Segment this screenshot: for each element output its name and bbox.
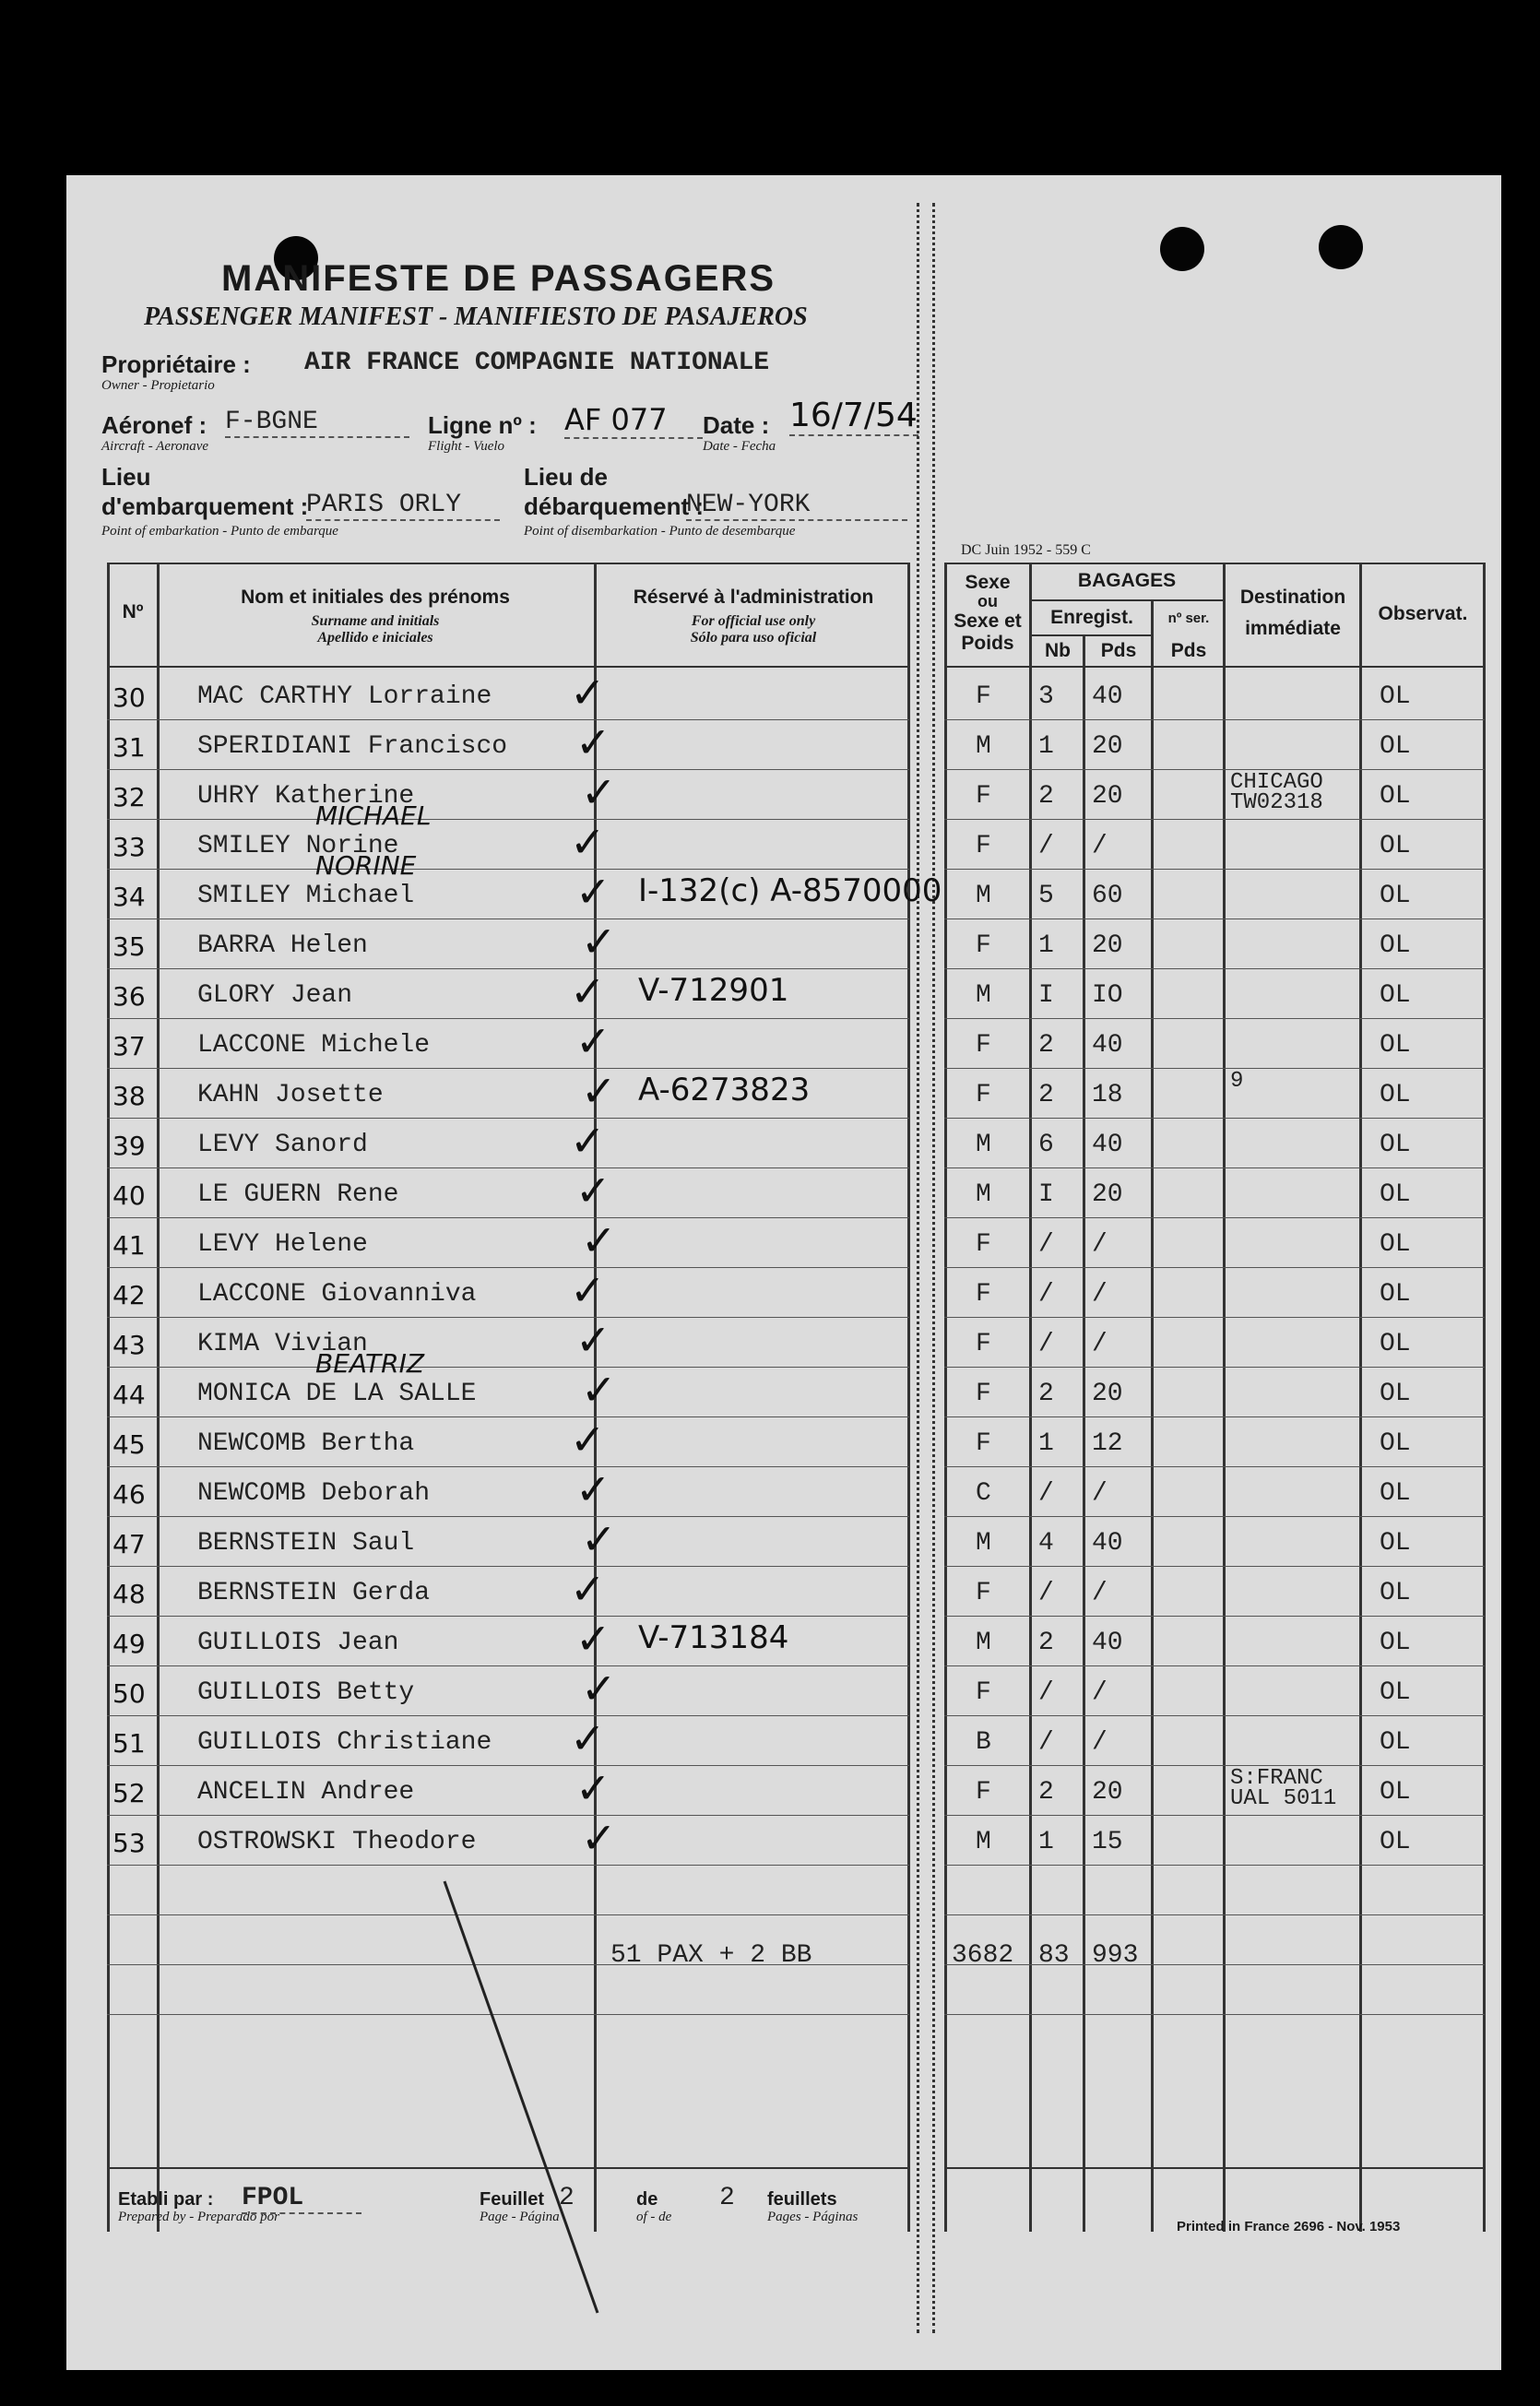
col-header-baggage: BAGAGES [1077, 570, 1177, 591]
observation: OL [1380, 1380, 1411, 1408]
baggage-count: 5 [1038, 882, 1054, 910]
baggage-weight: 20 [1092, 931, 1123, 960]
checkmark-icon: ✓ [581, 1066, 617, 1116]
passenger-sex: C [976, 1479, 991, 1508]
disembark-label-1: Lieu de [524, 463, 609, 491]
embark-label-1: Lieu [101, 463, 151, 491]
row-number: 39 [113, 1131, 146, 1161]
handwritten-correction: BEATRIZ [315, 1348, 425, 1379]
passenger-sex: M [976, 1828, 991, 1856]
observation: OL [1380, 931, 1411, 960]
prepared-label: Etabli par : [118, 2189, 214, 2210]
passenger-name: SMILEY Norine [197, 832, 399, 860]
col-header-immediate: immédiate [1245, 618, 1341, 639]
passenger-sex: M [976, 1529, 991, 1558]
observation: OL [1380, 832, 1411, 860]
baggage-count: / [1038, 1479, 1054, 1508]
checkmark-icon: ✓ [581, 1365, 617, 1415]
baggage-weight: 40 [1092, 1131, 1123, 1159]
baggage-weight: 20 [1092, 782, 1123, 811]
checkmark-icon: ✓ [575, 1614, 611, 1664]
observation: OL [1380, 1330, 1411, 1358]
sheet-label: Feuillet [480, 2189, 545, 2210]
baggage-weight: 40 [1092, 682, 1123, 711]
baggage-count: 1 [1038, 732, 1054, 761]
baggage-weight: 12 [1092, 1429, 1123, 1458]
passenger-sex: B [976, 1728, 991, 1757]
baggage-weight: / [1092, 1280, 1108, 1309]
aircraft-label: Aéronef : [101, 411, 207, 439]
row-number: 35 [113, 931, 146, 962]
row-number: 51 [113, 1728, 146, 1759]
checkmark-icon: ✓ [575, 1315, 611, 1365]
row-number: 46 [113, 1479, 146, 1510]
observation: OL [1380, 1529, 1411, 1558]
baggage-weight: / [1092, 1579, 1108, 1607]
row-number: 34 [113, 882, 146, 912]
passenger-name: GUILLOIS Jean [197, 1629, 399, 1657]
baggage-weight: 20 [1092, 1180, 1123, 1209]
observation: OL [1380, 682, 1411, 711]
baggage-count: 2 [1038, 1380, 1054, 1408]
passenger-sex: F [976, 1230, 991, 1259]
col-header-sex-2: ou [977, 592, 998, 610]
baggage-weight: 20 [1092, 1778, 1123, 1807]
passenger-name: LACCONE Michele [197, 1031, 431, 1060]
checkmark-icon: ✓ [570, 817, 606, 867]
admin-note: I-132(c) A-8570000 [638, 872, 942, 909]
embark-label-2: d'embarquement : [101, 492, 309, 520]
checkmark-icon: ✓ [570, 1713, 606, 1763]
baggage-count: / [1038, 1230, 1054, 1259]
col-header-sex-1: Sexe [965, 572, 1011, 593]
passenger-name: MAC CARTHY Lorraine [197, 682, 492, 711]
row-number: 45 [113, 1429, 146, 1460]
baggage-count: 2 [1038, 782, 1054, 811]
of-sub: of - de [636, 2210, 672, 2224]
baggage-weight: 18 [1092, 1081, 1123, 1109]
passenger-sex: M [976, 1131, 991, 1159]
observation: OL [1380, 1479, 1411, 1508]
baggage-count: 6 [1038, 1131, 1054, 1159]
baggage-weight: / [1092, 1479, 1108, 1508]
of-value: 2 [719, 2184, 735, 2212]
baggage-weight: 40 [1092, 1529, 1123, 1558]
destination: CHICAGO TW02318 [1230, 770, 1323, 815]
row-number: 30 [113, 682, 146, 713]
admin-note: A-6273823 [638, 1072, 811, 1108]
passenger-name: BERNSTEIN Gerda [197, 1579, 431, 1607]
baggage-count: / [1038, 1579, 1054, 1607]
observation: OL [1380, 1828, 1411, 1856]
totals-pds: 993 [1092, 1941, 1139, 1970]
passenger-name: GUILLOIS Betty [197, 1678, 415, 1707]
destination: S:FRANC UAL 5011 [1230, 1766, 1337, 1811]
aircraft-sub: Aircraft - Aeronave [101, 439, 209, 454]
checkmark-icon: ✓ [570, 966, 606, 1016]
row-number: 40 [113, 1180, 146, 1211]
passenger-sex: M [976, 1180, 991, 1209]
observation: OL [1380, 1728, 1411, 1757]
passenger-sex: F [976, 1280, 991, 1309]
embark-value: PARIS ORLY [306, 491, 500, 521]
checkmark-icon: ✓ [575, 1763, 611, 1813]
row-number: 32 [113, 782, 146, 812]
row-number: 36 [113, 981, 146, 1012]
baggage-weight: / [1092, 1678, 1108, 1707]
flight-sub: Flight - Vuelo [428, 439, 505, 454]
checkmark-icon: ✓ [581, 1813, 617, 1863]
col-header-destination: Destination [1239, 587, 1346, 608]
col-header-pds2: Pds [1170, 640, 1207, 661]
baggage-weight: / [1092, 1728, 1108, 1757]
baggage-weight: / [1092, 1230, 1108, 1259]
baggage-weight: / [1092, 1330, 1108, 1358]
baggage-weight: 15 [1092, 1828, 1123, 1856]
baggage-count: / [1038, 1678, 1054, 1707]
passenger-sex: F [976, 1678, 991, 1707]
checkmark-icon: ✓ [570, 1564, 606, 1614]
checkmark-icon: ✓ [575, 1464, 611, 1514]
baggage-weight: IO [1092, 981, 1123, 1010]
row-number: 49 [113, 1629, 146, 1659]
baggage-count: / [1038, 1280, 1054, 1309]
col-header-observ: Observat. [1378, 603, 1468, 624]
row-number: 48 [113, 1579, 146, 1609]
row-number: 31 [113, 732, 146, 763]
checkmark-icon: ✓ [581, 1514, 617, 1564]
passenger-sex: F [976, 1081, 991, 1109]
passenger-sex: M [976, 732, 991, 761]
observation: OL [1380, 732, 1411, 761]
disembark-value: NEW-YORK [686, 491, 907, 521]
totals-pax: 51 PAX + 2 BB [610, 1941, 812, 1970]
col-header-admin: Réservé à l'administration [633, 587, 874, 608]
embark-sub: Point of embarkation - Punto de embarque [101, 524, 338, 539]
col-header-sex-4: Poids [961, 633, 1014, 654]
checkmark-icon: ✓ [575, 1016, 611, 1066]
totals-nb: 83 [1038, 1941, 1070, 1970]
row-number: 37 [113, 1031, 146, 1061]
of-label: de [636, 2189, 658, 2210]
row-number: 33 [113, 832, 146, 862]
checkmark-icon: ✓ [581, 1664, 617, 1713]
sheets-label: feuillets [767, 2189, 837, 2210]
row-number: 50 [113, 1678, 146, 1709]
baggage-weight: 20 [1092, 1380, 1123, 1408]
baggage-count: 2 [1038, 1778, 1054, 1807]
disembark-label-2: débarquement : [524, 492, 705, 520]
flight-label: Ligne nº : [428, 411, 537, 439]
baggage-count: / [1038, 832, 1054, 860]
form-ref: DC Juin 1952 - 559 C [961, 542, 1091, 558]
baggage-count: I [1038, 981, 1054, 1010]
observation: OL [1380, 1429, 1411, 1458]
baggage-count: / [1038, 1330, 1054, 1358]
page-title: MANIFESTE DE PASSAGERS [221, 258, 776, 299]
aircraft-value: F-BGNE [225, 408, 409, 438]
printed-note: Printed in France 2696 - Nov. 1953 [1177, 2219, 1401, 2234]
row-number: 38 [113, 1081, 146, 1111]
prepared-value: FPOL [242, 2184, 361, 2214]
page-subtitle: PASSENGER MANIFEST - MANIFIESTO DE PASAJEROS [144, 302, 808, 331]
row-number: 43 [113, 1330, 146, 1360]
col-header-pds: Pds [1100, 640, 1137, 661]
observation: OL [1380, 782, 1411, 811]
observation: OL [1380, 1031, 1411, 1060]
baggage-count: I [1038, 1180, 1054, 1209]
observation: OL [1380, 1230, 1411, 1259]
baggage-weight: 40 [1092, 1629, 1123, 1657]
checkmark-icon: ✓ [570, 668, 606, 717]
passenger-name: KAHN Josette [197, 1081, 384, 1109]
baggage-weight: 60 [1092, 882, 1123, 910]
checkmark-icon: ✓ [575, 717, 611, 767]
passenger-name: GUILLOIS Christiane [197, 1728, 492, 1757]
passenger-name: NEWCOMB Bertha [197, 1429, 415, 1458]
row-number: 44 [113, 1380, 146, 1410]
checkmark-icon: ✓ [581, 917, 617, 966]
passenger-name: UHRY Katherine [197, 782, 415, 811]
passenger-sex: F [976, 1579, 991, 1607]
baggage-count: 1 [1038, 931, 1054, 960]
passenger-name: MONICA DE LA SALLE [197, 1380, 477, 1408]
observation: OL [1380, 1131, 1411, 1159]
date-value: 16/7/54 [789, 397, 918, 434]
observation: OL [1380, 1778, 1411, 1807]
observation: OL [1380, 1280, 1411, 1309]
baggage-count: 2 [1038, 1629, 1054, 1657]
passenger-sex: F [976, 682, 991, 711]
date-sub: Date - Fecha [703, 439, 776, 454]
baggage-count: 4 [1038, 1529, 1054, 1558]
owner-label: Propriétaire : [101, 350, 251, 378]
observation: OL [1380, 1579, 1411, 1607]
baggage-count: 1 [1038, 1429, 1054, 1458]
passenger-sex: F [976, 782, 991, 811]
passenger-name: KIMA Vivian [197, 1330, 368, 1358]
passenger-name: BARRA Helen [197, 931, 368, 960]
col-header-name: Nom et initiales des prénoms [241, 587, 510, 608]
checkmark-icon: ✓ [570, 1116, 606, 1166]
passenger-name: NEWCOMB Deborah [197, 1479, 431, 1508]
row-number: 41 [113, 1230, 146, 1261]
col-header-admin-en: For official use only [691, 613, 816, 629]
passenger-sex: F [976, 832, 991, 860]
baggage-weight: 40 [1092, 1031, 1123, 1060]
passenger-sex: M [976, 882, 991, 910]
sheets-sub: Pages - Páginas [767, 2210, 859, 2224]
col-header-name-es: Apellido e iniciales [317, 630, 433, 646]
admin-note: V-712901 [638, 972, 789, 1009]
owner-value: AIR FRANCE COMPAGNIE NATIONALE [304, 349, 770, 377]
totals-weight: 3682 [952, 1941, 1014, 1970]
passenger-name: OSTROWSKI Theodore [197, 1828, 477, 1856]
void-slash [66, 175, 1501, 2370]
observation: OL [1380, 1678, 1411, 1707]
passenger-name: BERNSTEIN Saul [197, 1529, 415, 1558]
manifest-sheet [66, 175, 1501, 2370]
checkmark-icon: ✓ [570, 1265, 606, 1315]
col-header-no: Nº [122, 601, 144, 622]
baggage-count: 3 [1038, 682, 1054, 711]
baggage-count: 1 [1038, 1828, 1054, 1856]
row-number: 42 [113, 1280, 146, 1310]
passenger-sex: F [976, 1429, 991, 1458]
passenger-sex: M [976, 981, 991, 1010]
passenger-sex: F [976, 1330, 991, 1358]
observation: OL [1380, 1081, 1411, 1109]
handwritten-correction: MICHAEL [315, 800, 432, 831]
passenger-sex: F [976, 931, 991, 960]
col-header-no-ser: nº ser. [1167, 610, 1210, 626]
passenger-sex: M [976, 1629, 991, 1657]
col-header-nb: Nb [1045, 640, 1071, 661]
baggage-count: 2 [1038, 1031, 1054, 1060]
row-number: 52 [113, 1778, 146, 1808]
prepared-sub: Prepared by - Preparado por [118, 2210, 279, 2224]
observation: OL [1380, 1180, 1411, 1209]
passenger-name: GLORY Jean [197, 981, 353, 1010]
checkmark-icon: ✓ [575, 1166, 611, 1215]
passenger-sex: F [976, 1380, 991, 1408]
passenger-sex: F [976, 1031, 991, 1060]
date-label: Date : [703, 411, 770, 439]
col-header-admin-es: Sólo para uso oficial [690, 630, 817, 646]
sheet-value: 2 [559, 2184, 575, 2212]
col-header-name-en: Surname and initials [311, 613, 440, 629]
observation: OL [1380, 882, 1411, 910]
passenger-name: LE GUERN Rene [197, 1180, 399, 1209]
col-header-registered: Enregist. [1050, 607, 1133, 628]
checkmark-icon: ✓ [575, 867, 611, 917]
baggage-weight: / [1092, 832, 1108, 860]
observation: OL [1380, 1629, 1411, 1657]
disembark-sub: Point of disembarkation - Punto de desembarque [524, 524, 796, 539]
passenger-name: SPERIDIANI Francisco [197, 732, 508, 761]
flight-value: AF 077 [564, 402, 703, 439]
row-number: 53 [113, 1828, 146, 1858]
handwritten-correction: NORINE [315, 850, 417, 881]
checkmark-icon: ✓ [581, 1215, 617, 1265]
sheet-sub: Page - Página [480, 2210, 560, 2224]
baggage-weight: 20 [1092, 732, 1123, 761]
row-number: 47 [113, 1529, 146, 1559]
col-header-sex-3: Sexe et [954, 610, 1022, 632]
passenger-sex: F [976, 1778, 991, 1807]
checkmark-icon: ✓ [581, 767, 617, 817]
checkmark-icon: ✓ [570, 1415, 606, 1464]
passenger-name: ANCELIN Andree [197, 1778, 415, 1807]
admin-note: V-713184 [638, 1619, 789, 1656]
observation: OL [1380, 981, 1411, 1010]
passenger-name: LEVY Helene [197, 1230, 368, 1259]
passenger-name: SMILEY Michael [197, 882, 415, 910]
owner-sub: Owner - Propietario [101, 378, 215, 393]
passenger-name: LEVY Sanord [197, 1131, 368, 1159]
baggage-count: 2 [1038, 1081, 1054, 1109]
destination: 9 [1230, 1069, 1244, 1094]
passenger-name: LACCONE Giovanniva [197, 1280, 477, 1309]
baggage-count: / [1038, 1728, 1054, 1757]
